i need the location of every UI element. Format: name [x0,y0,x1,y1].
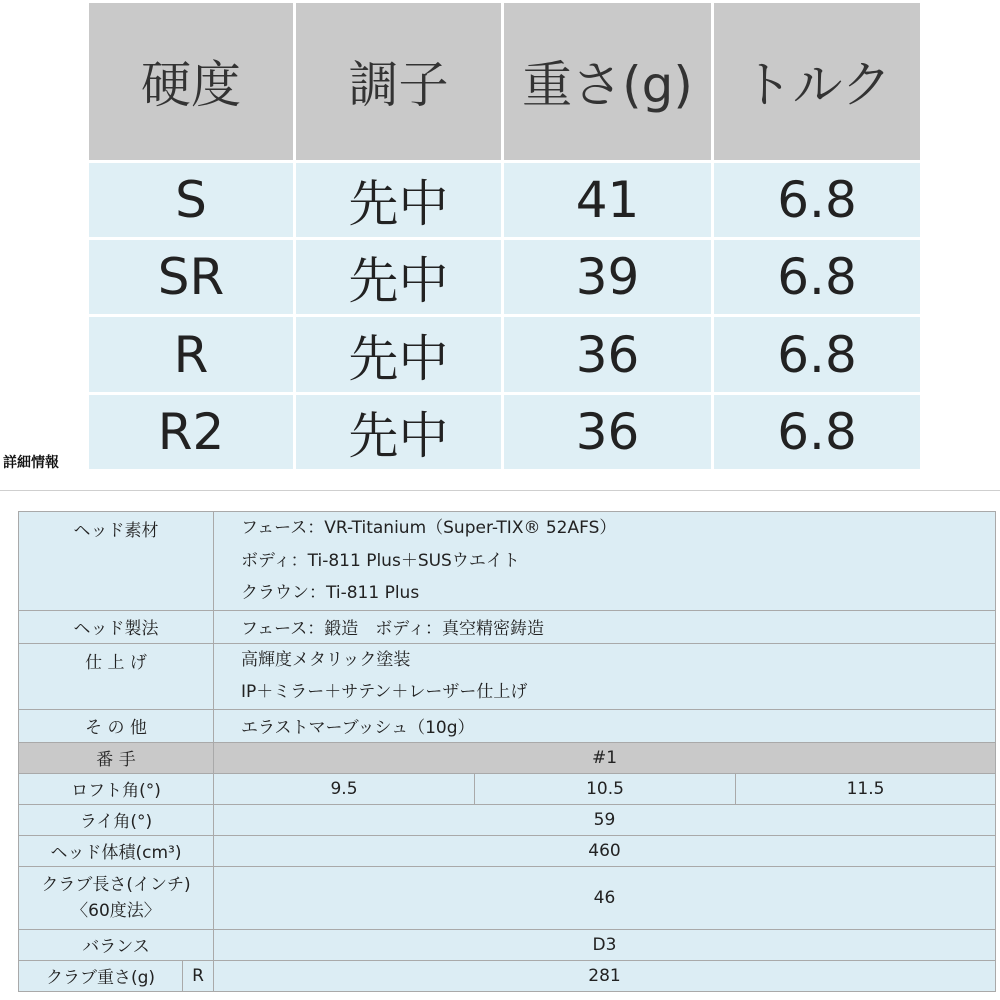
table-row [19,960,996,991]
cell-flex: R2 [88,393,295,470]
label-finish: 仕 上 げ [19,643,214,709]
value-loft-3: 11.5 [736,773,996,804]
cell-torque: 6.8 [713,161,922,238]
shaft-spec-table [86,0,923,472]
header-flex: 硬度 [88,2,295,162]
value-head-material [214,512,996,611]
cell-kick-point: 先中 [295,161,503,238]
table-row [19,709,996,742]
label-other: そ の 他 [19,709,214,742]
cell-flex: S [88,161,295,238]
head-material-body: ボディ：Ti-811 Plus＋SUSウエイト [241,550,520,571]
value-lie: 59 [214,804,996,835]
cell-torque: 6.8 [713,393,922,470]
label-head-method: ヘッド製法 [19,610,214,643]
value-length: 46 [214,866,996,929]
cell-torque: 6.8 [713,316,922,393]
value-volume: 460 [214,835,996,866]
cell-weight: 41 [503,161,713,238]
label-head-material: ヘッド素材 [19,512,214,611]
finish-line-2: IP＋ミラー＋サテン＋レーザー仕上げ [241,682,528,702]
cell-kick-point: 先中 [295,393,503,470]
header-torque: トルク [713,2,922,162]
value-club-weight: 281 [214,960,996,991]
cell-flex: SR [88,239,295,316]
cell-kick-point: 先中 [295,316,503,393]
label-loft: ロフト角(°) [19,773,214,804]
table-row [88,393,922,470]
value-finish [214,643,996,709]
divider [0,490,1000,491]
cell-kick-point: 先中 [295,239,503,316]
head-material-crown: クラウン：Ti-811 Plus [241,583,420,603]
value-loft-1: 9.5 [214,773,475,804]
label-number: 番 手 [19,742,214,773]
cell-weight: 36 [503,316,713,393]
cell-flex: R [88,316,295,393]
value-number: #1 [214,742,996,773]
label-length-line1: クラブ長さ(インチ) [41,874,191,895]
label-lie: ライ角(°) [19,804,214,835]
value-loft-2: 10.5 [475,773,736,804]
table-row [19,929,996,960]
label-length-line2: 〈60度法〉 [71,900,161,921]
finish-line-1: 高輝度メタリック塗装 [241,649,411,670]
header-kick-point: 調子 [295,2,503,162]
cell-weight: 36 [503,393,713,470]
table-row [19,804,996,835]
table-row [19,866,996,929]
table-row [19,742,996,773]
label-club-weight-flex: R [183,960,214,991]
club-spec-table [18,511,996,992]
header-weight: 重さ(g) [503,2,713,162]
value-balance: D3 [214,929,996,960]
head-material-face: フェース：VR-Titanium（Super-TIX® 52AFS） [241,518,617,538]
value-head-method: フェース：鍛造 ボディ：真空精密鋳造 [214,610,996,643]
table-row [19,643,996,709]
label-club-weight: クラブ重さ(g) [19,960,183,991]
table-row [19,773,996,804]
label-length [19,866,214,929]
value-other: エラストマーブッシュ（10g） [214,709,996,742]
table-row [19,610,996,643]
cell-weight: 39 [503,239,713,316]
table-row [19,512,996,611]
table-row [88,161,922,238]
detail-info-heading: 詳細情報 [3,455,59,471]
label-balance: バランス [19,929,214,960]
shaft-table-header-row [88,2,922,162]
table-row [88,239,922,316]
table-row [19,835,996,866]
table-row [88,316,922,393]
cell-torque: 6.8 [713,239,922,316]
label-volume: ヘッド体積(cm³) [19,835,214,866]
